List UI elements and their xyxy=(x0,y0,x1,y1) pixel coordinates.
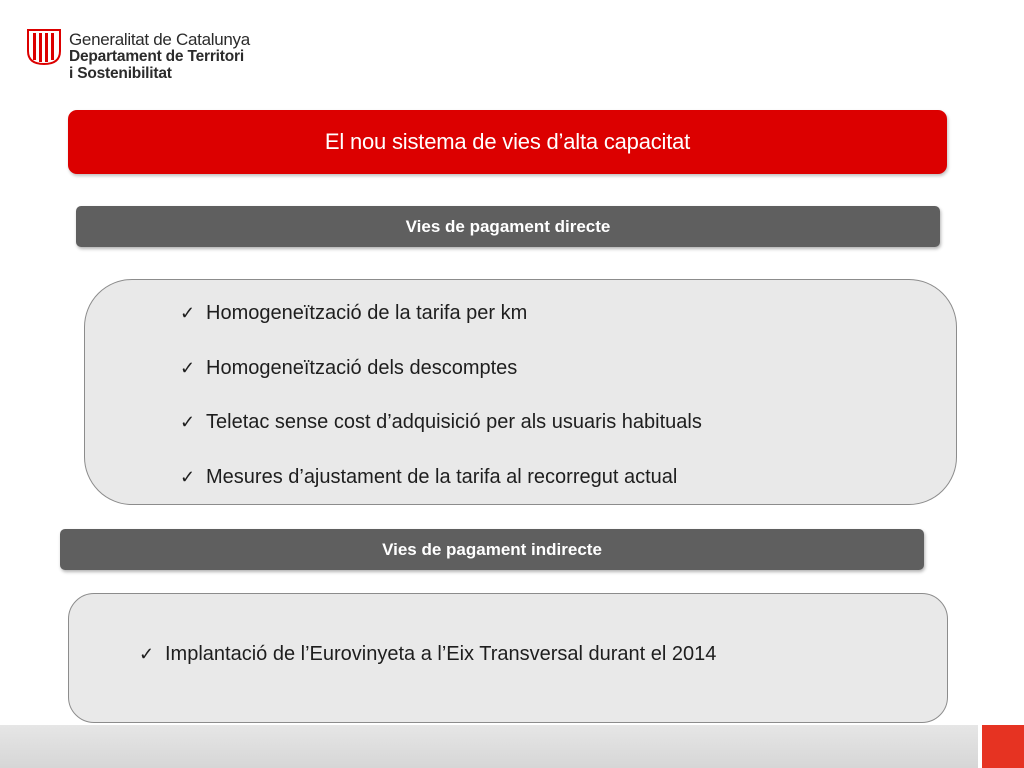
list-item-text: Teletac sense cost d’adquisició per als usuaris habituals xyxy=(206,411,702,433)
logo-line-area: i Sostenibilitat xyxy=(69,65,172,82)
footer-accent-block xyxy=(982,725,1024,768)
checkmark-icon: ✓ xyxy=(180,412,196,432)
checkmark-icon: ✓ xyxy=(139,644,155,664)
list-item xyxy=(180,355,702,382)
indirect-payment-box xyxy=(68,593,948,723)
list-item-text: Homogeneïtzació de la tarifa per km xyxy=(206,302,528,324)
indirect-payment-list xyxy=(139,641,716,668)
list-item-text: Implantació de l’Eurovinyeta a l’Eix Transversal durant el 2014 xyxy=(165,643,717,665)
senyera-emblem-icon xyxy=(27,29,61,65)
list-item xyxy=(180,409,702,436)
logo-line-government: Generalitat de Catalunya xyxy=(69,30,250,49)
list-item xyxy=(180,300,702,327)
list-item xyxy=(139,641,716,668)
list-item-text: Homogeneïtzació dels descomptes xyxy=(206,356,518,379)
section-heading-direct-payment xyxy=(76,206,940,247)
checkmark-icon: ✓ xyxy=(180,466,196,487)
list-item xyxy=(180,464,702,491)
footer-band xyxy=(0,725,978,768)
slide-title: El nou sistema de vies d’alta capacitat xyxy=(324,129,691,154)
list-item-text: Mesures d’ajustament de la tarifa al recorregut actual xyxy=(206,465,678,488)
section-heading-direct-label: Vies de pagament directe xyxy=(405,216,611,236)
checkmark-icon: ✓ xyxy=(180,303,196,323)
logo-line-department: Departament de Territori xyxy=(69,48,244,65)
direct-payment-box xyxy=(84,279,957,505)
section-heading-indirect-label: Vies de pagament indirecte xyxy=(382,539,602,559)
organization-name xyxy=(69,31,250,82)
direct-payment-list xyxy=(180,300,702,491)
checkmark-icon: ✓ xyxy=(180,357,196,378)
section-heading-indirect-payment xyxy=(60,529,924,570)
slide-title-banner xyxy=(68,110,947,174)
